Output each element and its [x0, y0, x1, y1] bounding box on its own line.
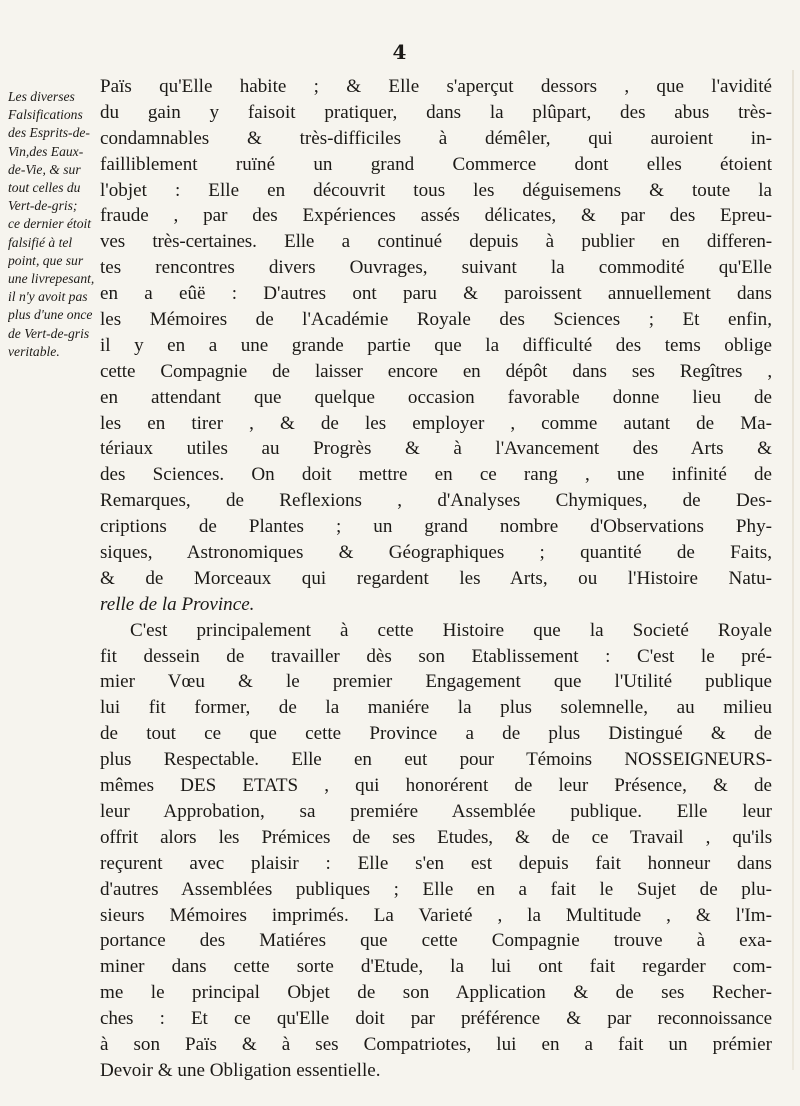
text-line: me le principal Objet de son Application & de ses Recher-	[100, 982, 772, 1004]
text-line: mier Vœu & le premier Engagement que l'Utilité publique	[100, 671, 772, 693]
margin-note-line: Vert-de-gris;	[8, 198, 78, 214]
text-line: les Mémoires de l'Académie Royale des Sciences ; Et enfin,	[100, 309, 772, 331]
text-line: fit dessein de travailler dès son Etablissement : C'est le pré-	[100, 645, 772, 667]
margin-note-line: de-Vie, & sur	[8, 161, 81, 177]
text-line: cette Compagnie de laisser encore en dépôt dans ses Regîtres ,	[100, 360, 772, 382]
text-line: C'est principalement à cette Histoire que la Societé Royale	[130, 619, 772, 641]
text-line: siques, Astronomiques & Géographiques ; quantité de Faits,	[100, 542, 772, 564]
text-line: il y en a une grande partie que la difficulté des tems oblige	[100, 334, 772, 356]
text-line: tes rencontres divers Ouvrages, suivant la commodité qu'Elle	[100, 257, 772, 279]
body-text	[100, 74, 772, 1084]
margin-note-line: point, que sur	[8, 252, 84, 268]
text-line: condamnables & très-difficiles à démêler, qui auroient in-	[100, 127, 772, 149]
text-line: leur Approbation, sa premiére Assemblée publique. Elle leur	[100, 800, 772, 822]
margin-note-line: falsifié à tel	[8, 234, 73, 250]
text-line: miner dans cette sorte d'Etude, la lui ont fait regarder com-	[100, 956, 772, 978]
text-line: des Sciences. On doit mettre en ce rang , une infinité de	[100, 464, 772, 486]
text-line: l'objet : Elle en découvrit tous les déguisemens & toute la	[100, 179, 772, 201]
text-line: relle de la Province.	[100, 593, 255, 615]
margin-note-line: veritable.	[8, 343, 60, 359]
margin-note-line: des Esprits-de-	[8, 125, 90, 141]
text-line: d'autres Assemblées publiques ; Elle en a fait le Sujet de plu-	[100, 878, 772, 900]
text-line: du gain y faisoit pratiquer, dans la plûpart, des abus très-	[100, 101, 772, 123]
text-line: sieurs Mémoires imprimés. La Varieté , la Multitude , & l'Im-	[100, 904, 772, 926]
text-line: lui fit former, de la maniére la plus solemnelle, au milieu	[100, 697, 772, 719]
margin-note-line: tout celles du	[8, 180, 81, 196]
text-line: en a eûë : D'autres ont paru & paroissent annuellement dans	[100, 283, 772, 305]
text-line: Païs qu'Elle habite ; & Elle s'aperçut dessors , que l'avidité	[100, 76, 772, 97]
text-line: en attendant que quelque occasion favorable donne lieu de	[100, 386, 772, 408]
page-number: 4	[392, 40, 408, 64]
margin-note-line: Vin,des Eaux-	[8, 143, 84, 159]
page-edge	[792, 70, 794, 1070]
text-line: plus Respectable. Elle en eut pour Témoins NOSSEIGNEURS-	[100, 749, 772, 771]
text-line: portance des Matiéres que cette Compagnie trouve à exa-	[100, 930, 772, 952]
margin-note	[8, 88, 100, 361]
text-line: à son Païs & à ses Compatriotes, lui en a fait un prémier	[100, 1033, 772, 1055]
text-line: offrit alors les Prémices de ses Etudes, & de ce Travail , qu'ils	[100, 826, 772, 848]
text-line: reçurent avec plaisir : Elle s'en est depuis fait honneur dans	[100, 852, 772, 874]
text-line: de tout ce que cette Province a de plus Distingué & de	[100, 723, 772, 745]
text-line: criptions de Plantes ; un grand nombre d'Observations Phy-	[100, 516, 772, 538]
margin-note-line: plus d'une once	[8, 307, 93, 323]
text-line: tériaux utiles au Progrès & à l'Avancement des Arts &	[100, 438, 772, 460]
text-line: Devoir & une Obligation essentielle.	[100, 1059, 381, 1081]
margin-note-line: Les diverses	[8, 89, 75, 104]
margin-note-line: Falsifications	[8, 107, 83, 123]
text-line: Remarques, de Reflexions , d'Analyses Chymiques, de Des-	[100, 490, 772, 512]
margin-note-line: ce dernier étoit	[8, 216, 92, 232]
text-line: failliblement ruïné un grand Commerce dont elles étoient	[100, 153, 772, 175]
margin-note-line: il n'y avoit pas	[8, 289, 88, 305]
margin-note-line: une livrepesant,	[8, 271, 95, 287]
text-line: ches : Et ce qu'Elle doit par préférence & par reconnoissance	[100, 1008, 772, 1030]
text-line: les en tirer , & de les employer , comme autant de Ma-	[100, 412, 772, 434]
text-line: ves très-certaines. Elle a continué depuis à publier en differen-	[100, 231, 772, 253]
text-line: fraude , par des Expériences assés délicates, & par des Epreu-	[100, 205, 772, 227]
text-line: & de Morceaux qui regardent les Arts, ou l'Histoire Natu-	[100, 567, 772, 589]
margin-note-line: de Vert-de-gris	[8, 325, 90, 341]
text-line: mêmes DES ETATS , qui honorérent de leur Présence, & de	[100, 775, 772, 797]
